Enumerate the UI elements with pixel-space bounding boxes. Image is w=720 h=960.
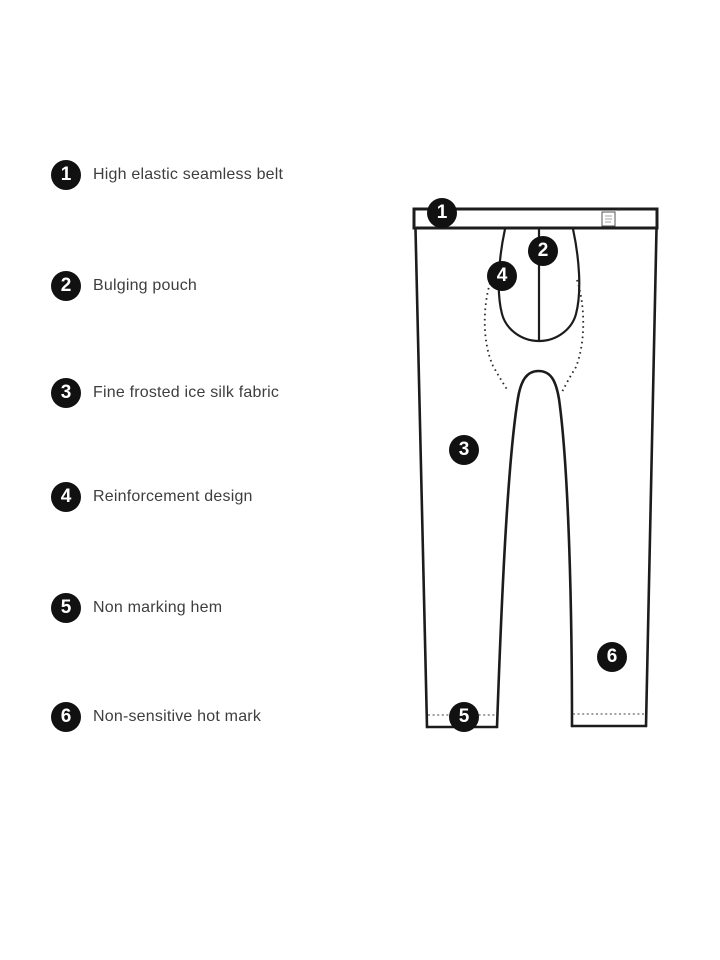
feature-number-badge: 1 [51,160,81,190]
feature-item-1 [51,160,283,190]
feature-label: Fine frosted ice silk fabric [93,384,280,401]
feature-label: High elastic seamless belt [93,166,284,183]
diagram-marker-5: 5 [449,702,479,732]
feature-label: Non-sensitive hot mark [93,708,262,725]
feature-item-3 [51,378,279,408]
feature-label: Non marking hem [93,599,223,616]
inner-legs-crotch-line [497,371,572,727]
feature-number-badge: 5 [51,593,81,623]
pants-schematic-drawing [400,185,670,745]
feature-item-6 [51,702,261,732]
feature-number-badge: 6 [51,702,81,732]
feature-label: Reinforcement design [93,488,253,505]
stitch-dotted-right [562,280,583,392]
feature-number-badge: 2 [51,271,81,301]
outer-right-leg-line [646,229,657,726]
diagram-marker-6: 6 [597,642,627,672]
stitch-dotted-left [485,283,508,391]
feature-item-2 [51,271,197,301]
feature-number-badge: 3 [51,378,81,408]
diagram-marker-2: 2 [528,236,558,266]
feature-item-5 [51,593,222,623]
feature-item-4 [51,482,253,512]
feature-label: Bulging pouch [93,277,198,294]
diagram-marker-4: 4 [487,261,517,291]
feature-number-badge: 4 [51,482,81,512]
diagram-marker-1: 1 [427,198,457,228]
outer-left-leg-line [416,229,428,727]
tag-asterisk: * [617,207,621,216]
diagram-marker-3: 3 [449,435,479,465]
